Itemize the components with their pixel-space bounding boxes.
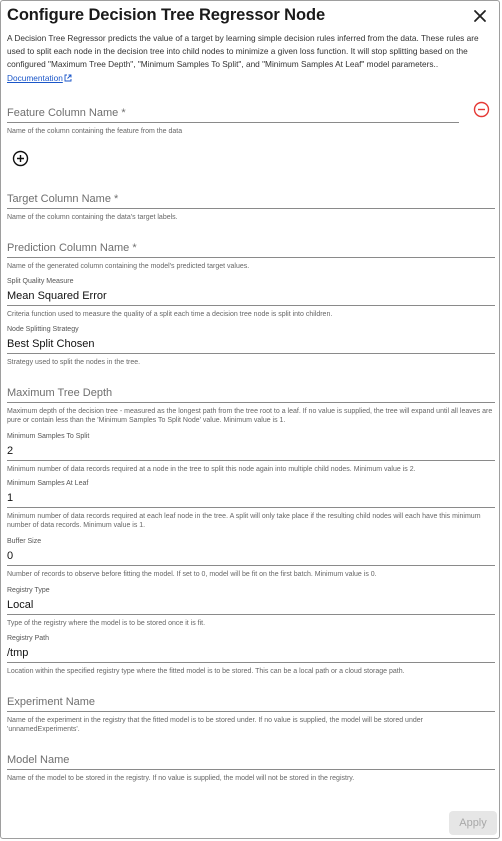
registry-type-select[interactable]: Local xyxy=(7,595,495,615)
registry-path-input[interactable]: /tmp xyxy=(7,643,495,663)
experiment-name-helper: Name of the experiment in the registry that the fitted model is to be stored under. If no value is supplied, the model will be stored under 'unnamedExperiments'. xyxy=(7,717,423,733)
model-name-input[interactable]: Model Name xyxy=(7,751,495,770)
min-leaf-label: Minimum Samples At Leaf xyxy=(7,480,89,487)
registry-path-label: Registry Path xyxy=(7,635,50,642)
feature-column-field xyxy=(7,104,459,136)
min-leaf-helper: Minimum number of data records required at each leaf node in the tree. A split will only take place if the resulting child nodes will each have this minimum number of data records. Minimum value is 1. xyxy=(7,513,481,529)
feature-column-helper: Name of the column containing the feature from the data xyxy=(7,128,183,135)
buffer-size-input[interactable]: 0 xyxy=(7,546,495,566)
external-link-icon xyxy=(64,74,72,82)
node-splitting-select[interactable]: Best Split Chosen xyxy=(7,334,495,354)
buffer-size-label: Buffer Size xyxy=(7,538,42,545)
min-split-field xyxy=(7,432,495,474)
dialog-description xyxy=(7,32,493,85)
remove-circle-icon[interactable] xyxy=(473,101,490,118)
min-leaf-input[interactable]: 1 xyxy=(7,488,495,508)
description-text: A Decision Tree Regressor predicts the value of a target by learning simple decision rules inferred from the data. These rules are used to split each node in the decision tree into child nodes to minimize a given loss function. It will stop splitting based on the configured "Maximum Tree Depth", "Minimum Samples To Split", and "Minimum Samples At Leaf" model parameters.. xyxy=(7,33,479,70)
target-column-helper: Name of the column containing the data's target labels. xyxy=(7,214,178,221)
target-column-field xyxy=(7,190,495,222)
split-quality-field xyxy=(7,277,495,319)
experiment-name-field xyxy=(7,693,495,734)
min-leaf-field xyxy=(7,479,495,530)
registry-type-label: Registry Type xyxy=(7,587,50,594)
close-icon[interactable] xyxy=(471,7,489,25)
node-splitting-label: Node Splitting Strategy xyxy=(7,326,79,333)
prediction-column-helper: Name of the generated column containing the model's predicted target values. xyxy=(7,263,250,270)
split-quality-helper: Criteria function used to measure the quality of a split each time a decision tree node is split into children. xyxy=(7,311,333,318)
add-circle-icon[interactable] xyxy=(12,150,29,167)
split-quality-label: Split Quality Measure xyxy=(7,278,74,285)
min-split-helper: Minimum number of data records required at a node in the tree to split this node again into multiple child nodes. Minimum value is 2. xyxy=(7,466,416,473)
dialog-title: Configure Decision Tree Regressor Node xyxy=(7,6,326,24)
max-depth-input[interactable]: Maximum Tree Depth xyxy=(7,384,495,403)
registry-type-field xyxy=(7,586,495,628)
model-name-helper: Name of the model to be stored in the registry. If no value is supplied, the model will not be stored in the registry. xyxy=(7,775,355,782)
max-depth-field xyxy=(7,384,495,425)
min-split-label: Minimum Samples To Split xyxy=(7,433,90,440)
node-splitting-field xyxy=(7,325,495,367)
buffer-size-helper: Number of records to observe before fitting the model. If set to 0, model will be fit on the first batch. Minimum value is 0. xyxy=(7,571,377,578)
prediction-column-input[interactable]: Prediction Column Name * xyxy=(7,239,495,258)
node-splitting-helper: Strategy used to split the nodes in the tree. xyxy=(7,359,141,366)
min-split-input[interactable]: 2 xyxy=(7,441,495,461)
split-quality-select[interactable]: Mean Squared Error xyxy=(7,286,495,306)
prediction-column-field xyxy=(7,239,495,271)
registry-path-field xyxy=(7,634,495,676)
target-column-input[interactable]: Target Column Name * xyxy=(7,190,495,209)
feature-column-input[interactable]: Feature Column Name * xyxy=(7,104,459,123)
registry-type-helper: Type of the registry where the model is to be stored once it is fit. xyxy=(7,620,206,627)
experiment-name-input[interactable]: Experiment Name xyxy=(7,693,495,712)
registry-path-helper: Location within the specified registry type where the fitted model is to be stored. This can be a local path or a cloud storage path. xyxy=(7,668,405,675)
documentation-link[interactable] xyxy=(7,73,72,83)
max-depth-helper: Maximum depth of the decision tree - measured as the longest path from the tree root to a leaf. If no value is supplied, the tree will expand until all leaves are pure or contain less than the 'Minimum Samples To Split Node' value. Minimum value is 1. xyxy=(7,408,493,424)
buffer-size-field xyxy=(7,537,495,579)
documentation-link-label: Documentation xyxy=(7,72,63,83)
apply-button[interactable]: Apply xyxy=(449,811,497,835)
model-name-field xyxy=(7,751,495,783)
